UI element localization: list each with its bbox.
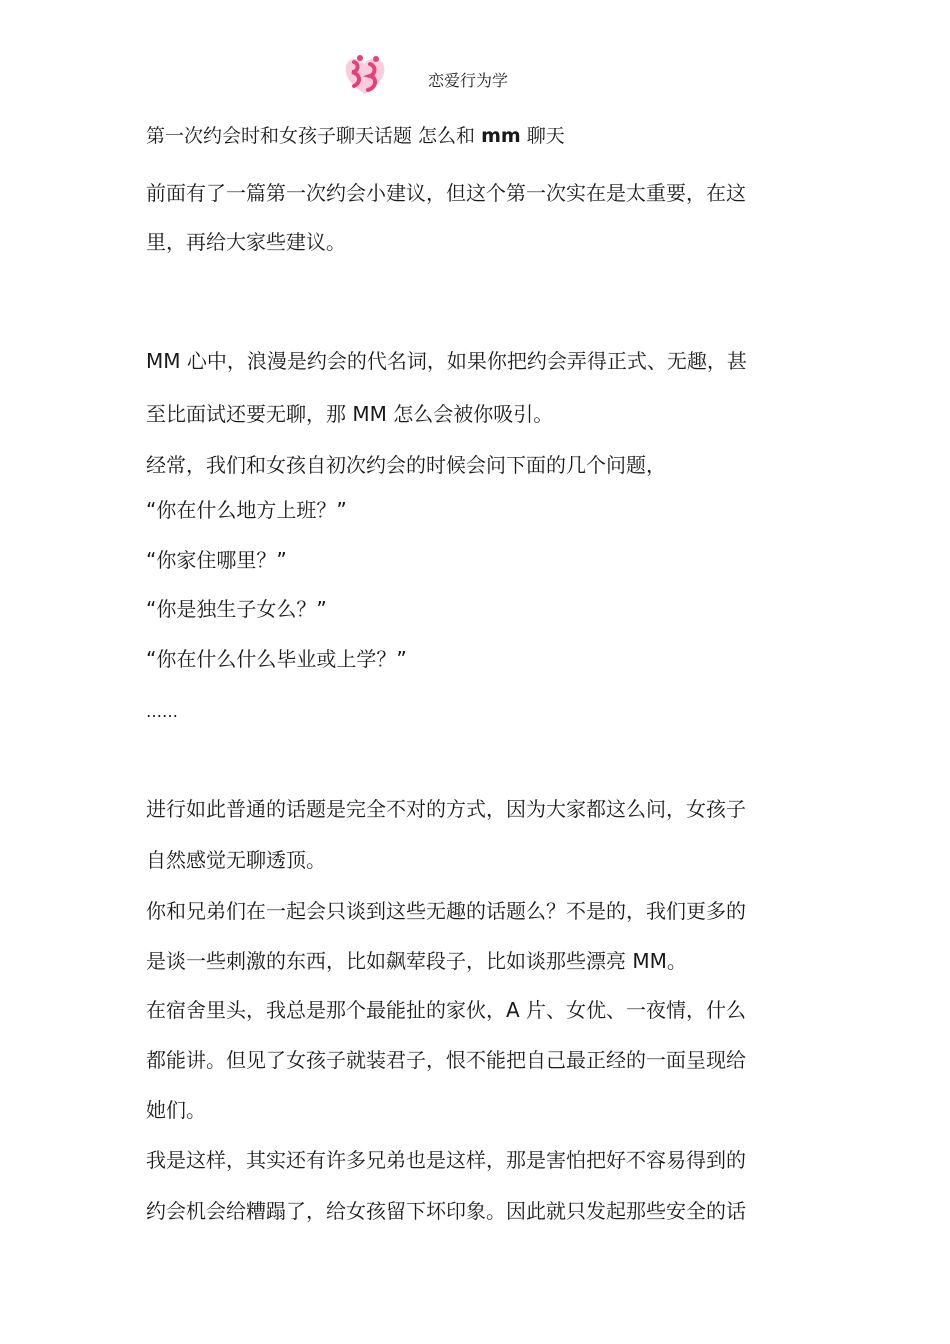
- brand-logo-icon: [340, 50, 390, 100]
- paragraph-line: 前面有了一篇第一次约会小建议，但这个第一次实在是太重要，在这: [146, 181, 746, 205]
- paragraph-line: 至比面试还要无聊，那 MM 怎么会被你吸引。: [146, 402, 554, 426]
- paragraph-line: MM 心中，浪漫是约会的代名词，如果你把约会弄得正式、无趣，甚: [146, 349, 747, 373]
- article-title: 第一次约会时和女孩子聊天话题 怎么和 mm 聊天: [146, 125, 565, 147]
- page-header: [0, 50, 950, 100]
- question-line: “你在什么地方上班？”: [146, 498, 347, 522]
- brand-name: 恋爱行为学: [428, 71, 509, 90]
- question-line: “你在什么什么毕业或上学？”: [146, 647, 407, 671]
- paragraph-line: 我是这样，其实还有许多兄弟也是这样，那是害怕把好不容易得到的: [146, 1148, 746, 1172]
- paragraph-line: 她们。: [146, 1098, 206, 1122]
- paragraph-line: 里，再给大家些建议。: [146, 230, 346, 254]
- paragraph-line: 经常，我们和女孩自初次约会的时候会问下面的几个问题，: [146, 453, 666, 477]
- paragraph-line: 自然感觉无聊透顶。: [146, 848, 326, 872]
- question-line: “你家住哪里？”: [146, 548, 287, 572]
- paragraph-line: 在宿舍里头，我总是那个最能扯的家伙，A 片、女优、一夜情，什么: [146, 998, 747, 1022]
- paragraph-line: 进行如此普通的话题是完全不对的方式，因为大家都这么问，女孩子: [146, 797, 746, 821]
- paragraph-line: 都能讲。但见了女孩子就装君子，恨不能把自己最正经的一面呈现给: [146, 1048, 746, 1072]
- question-line: “你是独生子女么？”: [146, 597, 327, 621]
- paragraph-line: 约会机会给糟蹋了，给女孩留下坏印象。因此就只发起那些安全的话: [146, 1199, 746, 1223]
- ellipsis-line: ……: [146, 702, 178, 721]
- paragraph-line: 是谈一些刺激的东西，比如飙荤段子，比如谈那些漂亮 MM。: [146, 949, 687, 973]
- paragraph-line: 你和兄弟们在一起会只谈到这些无趣的话题么？不是的，我们更多的: [146, 899, 746, 923]
